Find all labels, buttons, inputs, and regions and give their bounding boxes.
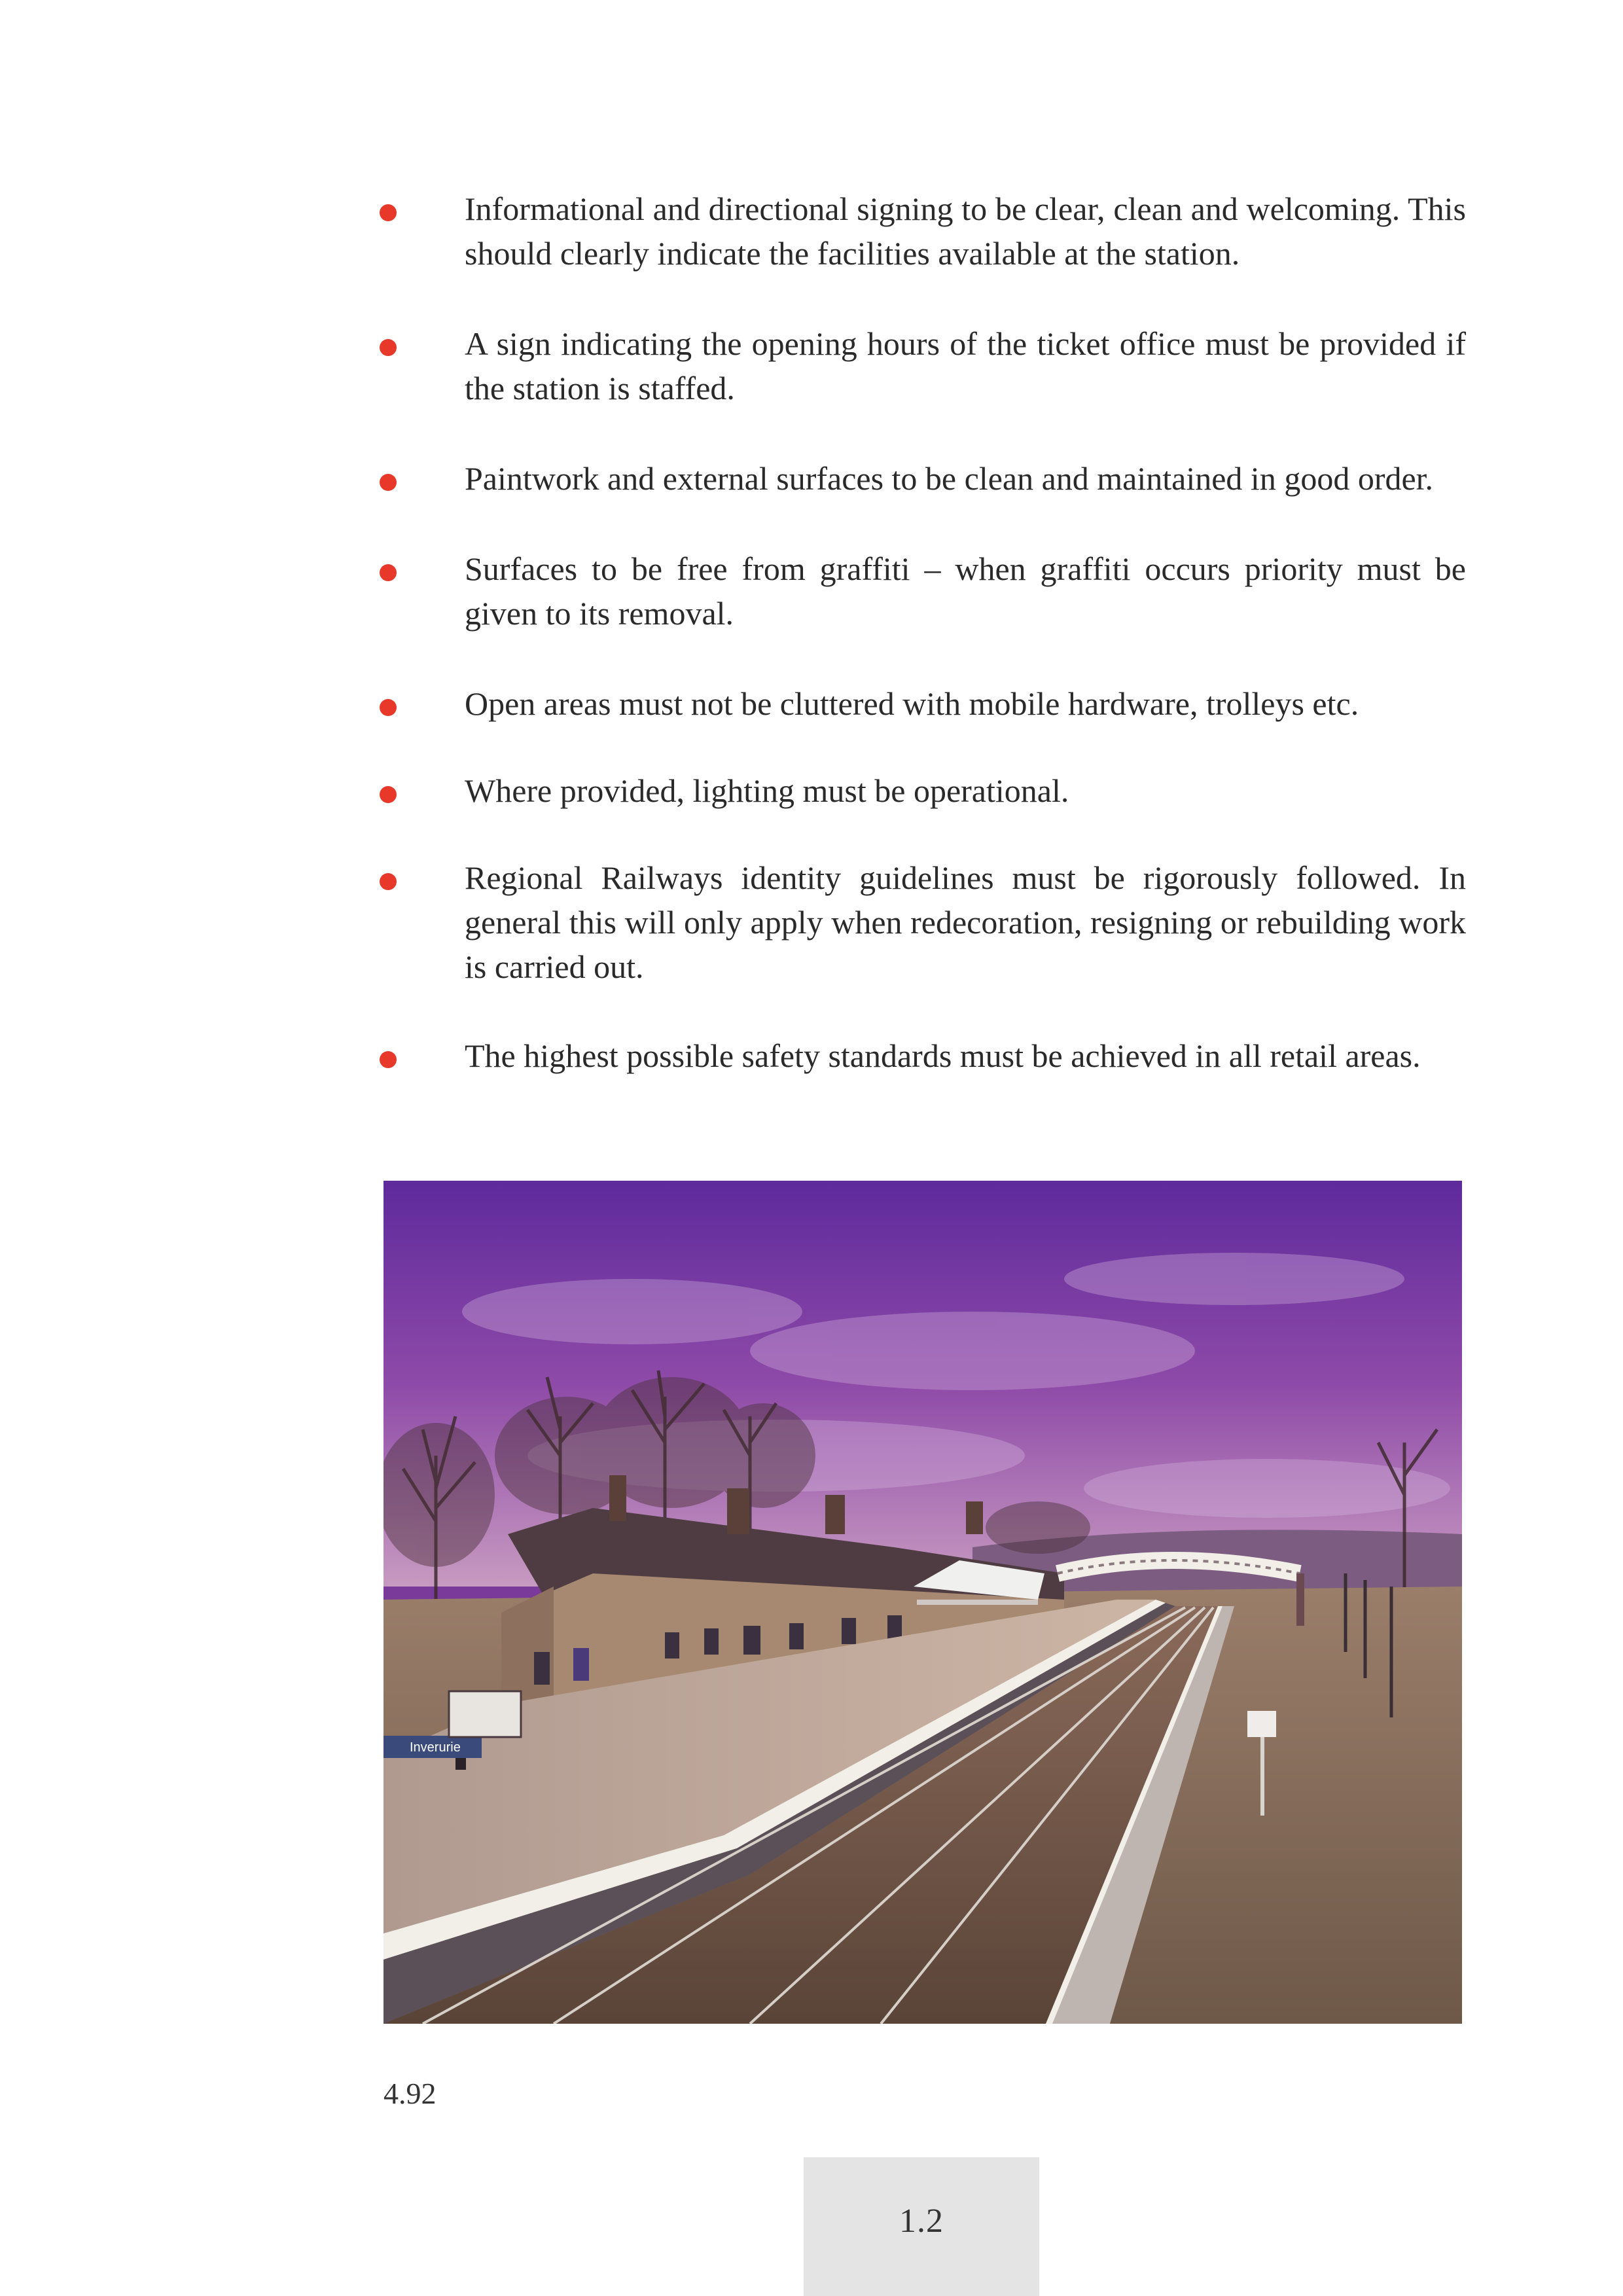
bullet-dot-icon: [380, 204, 397, 221]
bullet-text: Informational and directional signing to be clear, clean and welcoming. This should clearly indicate the facilities available at the station.: [465, 190, 1466, 272]
station-photo: [383, 1181, 1462, 2024]
bullet-dot-icon: [380, 699, 397, 716]
bullet-text: Paintwork and external surfaces to be clean and maintained in good order.: [465, 460, 1434, 497]
railway-station-illustration: [383, 1181, 1462, 2024]
bullet-dot-icon: [380, 474, 397, 491]
list-item: [380, 321, 1466, 410]
list-item: [380, 1033, 1466, 1078]
list-item: [380, 456, 1466, 501]
information-board: [449, 1691, 521, 1737]
list-item: [380, 855, 1466, 989]
bullet-text: A sign indicating the opening hours of the ticket office must be provided if the station is staffed.: [465, 325, 1466, 406]
bullet-text: Where provided, lighting must be operational.: [465, 772, 1069, 809]
sign-board: [1247, 1711, 1276, 1737]
folio-number: 4.92: [383, 2077, 437, 2110]
bullet-dot-icon: [380, 873, 397, 890]
list-item: [380, 768, 1466, 813]
bullet-list: [380, 187, 1466, 1078]
section-tab: [804, 2157, 1039, 2296]
bullet-dot-icon: [380, 339, 397, 356]
list-item: [380, 547, 1466, 636]
sign-post: [1260, 1724, 1264, 1816]
bullet-dot-icon: [380, 1051, 397, 1068]
section-number: 1.2: [899, 2202, 944, 2240]
list-item: [380, 187, 1466, 276]
bullet-dot-icon: [380, 786, 397, 803]
bullet-text: Surfaces to be free from graffiti – when graffiti occurs priority must be given to its removal.: [465, 550, 1466, 632]
bullet-text: Open areas must not be cluttered with mobile hardware, trolleys etc.: [465, 685, 1359, 722]
bullet-text: Regional Railways identity guidelines must be rigorously followed. In general this will only apply when redecoration, resigning or rebuilding work is carried out.: [465, 859, 1466, 985]
list-item: [380, 681, 1466, 726]
bullet-text: The highest possible safety standards must be achieved in all retail areas.: [465, 1037, 1421, 1074]
station-name-text: Inverurie: [410, 1740, 461, 1755]
bullet-dot-icon: [380, 564, 397, 581]
